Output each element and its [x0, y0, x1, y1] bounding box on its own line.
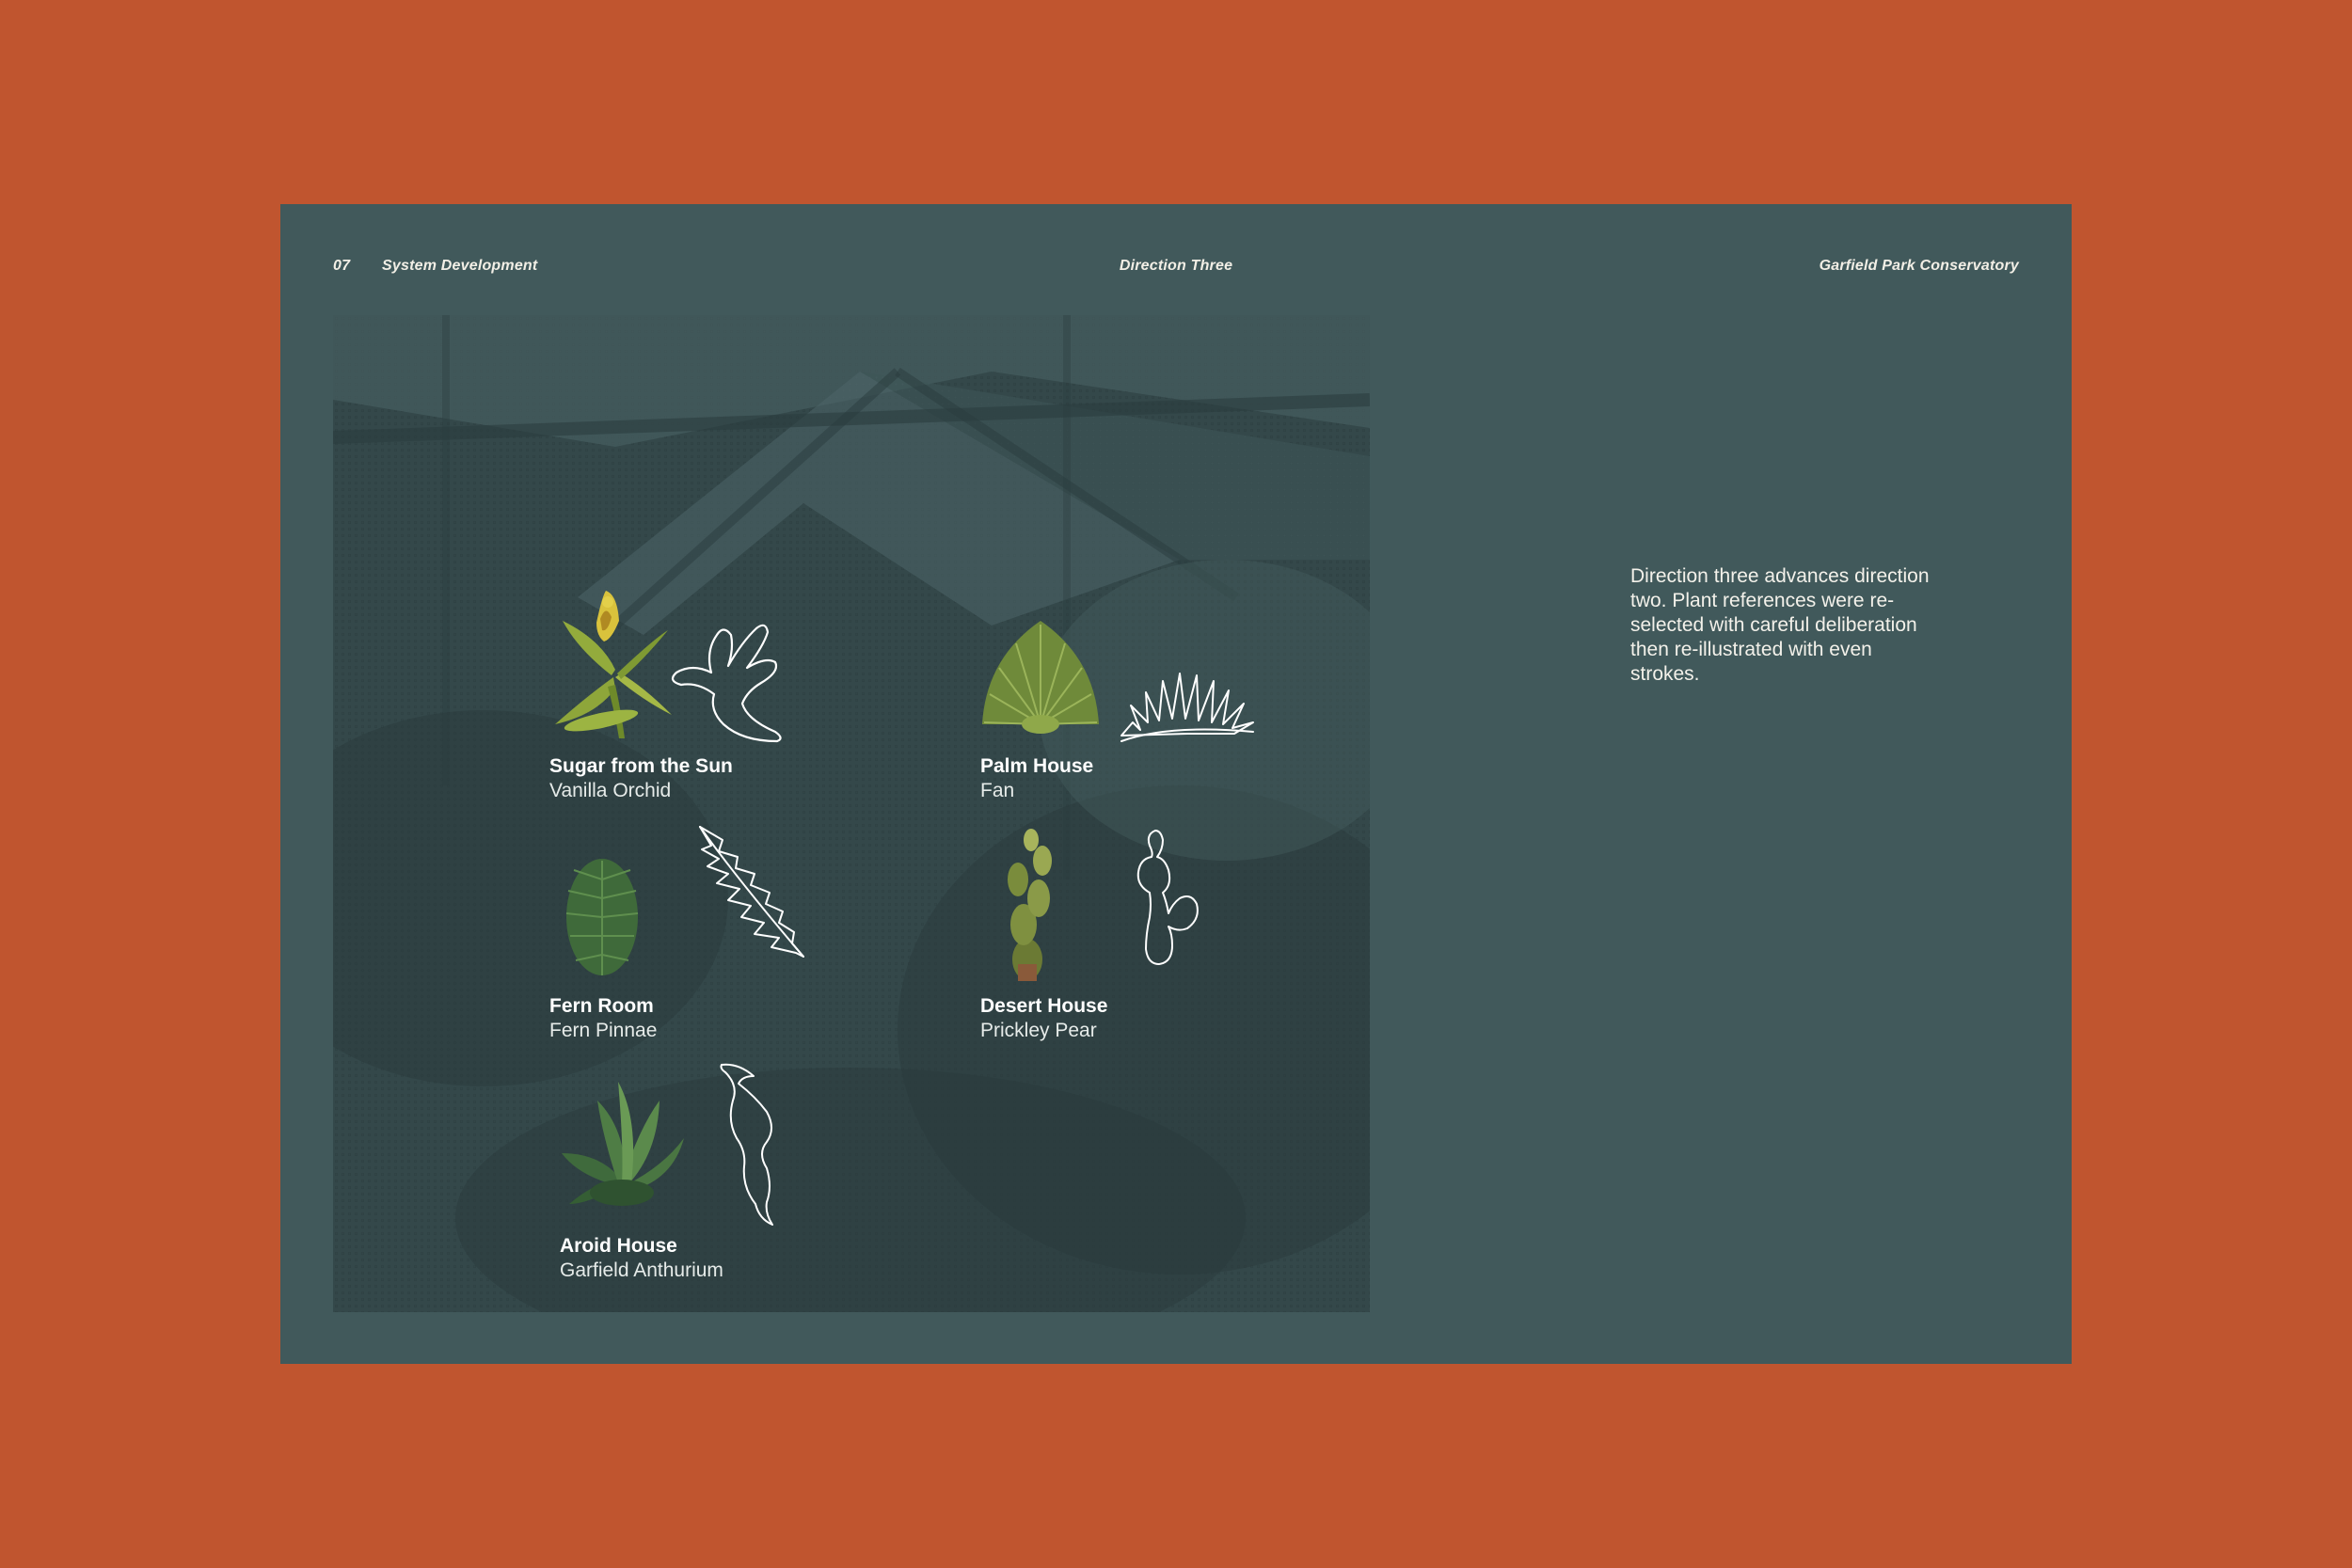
plant-title: Desert House: [980, 995, 1108, 1017]
document-spread: [280, 204, 2072, 1364]
fern-line-art: [700, 827, 803, 957]
client-name: Garfield Park Conservatory: [1819, 258, 2019, 274]
plant-item-anthurium: [560, 1063, 955, 1279]
fan-palm-photo: [982, 621, 1099, 734]
plant-title: Aroid House: [560, 1235, 677, 1257]
body-copy: Direction three advances direction two. Plant references were re-selected with careful deliberation then re-illustrated with even strokes.: [1630, 565, 1930, 685]
anthurium-photo: [562, 1082, 684, 1206]
plant-title: Palm House: [980, 755, 1094, 777]
plant-subtitle: Garfield Anthurium: [560, 1259, 723, 1281]
vanilla-orchid-photo: [555, 591, 672, 738]
conservatory-photo: [333, 315, 1370, 1312]
page-number: 07: [333, 258, 351, 274]
plant-item-fern: [549, 823, 945, 1039]
section-title: System Development: [382, 258, 538, 274]
plant-subtitle: Fern Pinnae: [549, 1020, 658, 1041]
plant-title: Fern Room: [549, 995, 654, 1017]
plant-item-fan-palm: [980, 583, 1370, 800]
anthurium-line-art: [722, 1065, 773, 1225]
plant-subtitle: Vanilla Orchid: [549, 780, 672, 801]
plant-item-vanilla-orchid: [549, 583, 945, 800]
prickly-pear-line-art: [1138, 831, 1198, 964]
direction-title: Direction Three: [1119, 258, 1233, 274]
plant-subtitle: Fan: [980, 780, 1015, 801]
plant-title: Sugar from the Sun: [549, 755, 733, 777]
plant-item-prickly-pear: [980, 823, 1370, 1039]
fan-palm-line-art: [1121, 673, 1253, 741]
vanilla-orchid-line-art: [673, 626, 781, 741]
prickly-pear-photo: [1008, 829, 1052, 981]
plant-subtitle: Prickley Pear: [980, 1020, 1097, 1041]
fern-photo: [566, 859, 638, 975]
